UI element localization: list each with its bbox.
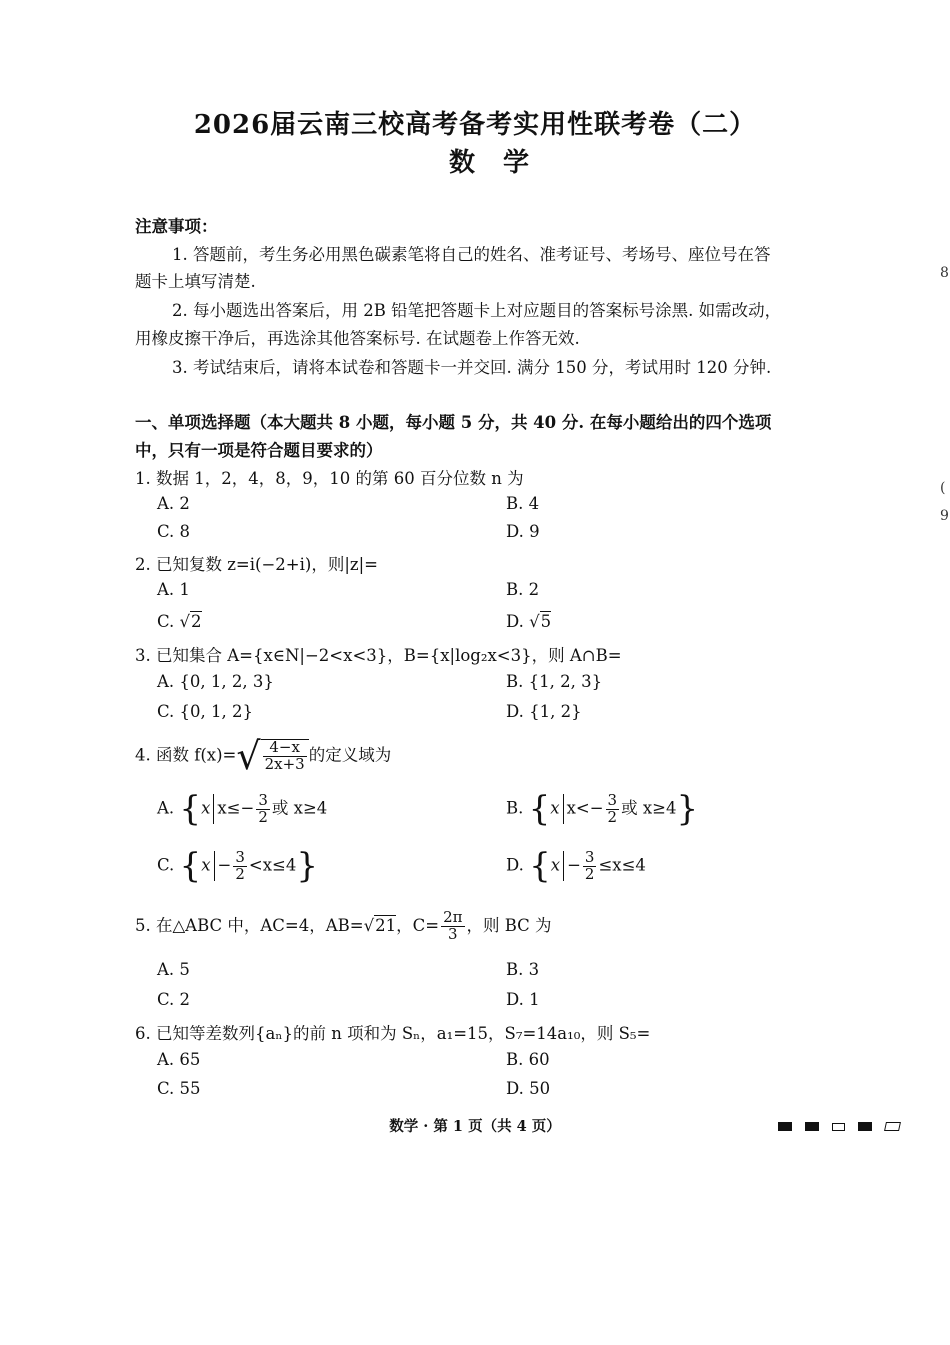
sqrt-sign: √ [236,734,261,778]
section-heading-b: 中，只有一项是符合题目要求的） [135,441,383,460]
q6-option-d: D. 50 [506,1079,551,1098]
section-heading-a: 一、单项选择题（本大题共 8 小题，每小题 5 分，共 40 分. 在每小题给出的四个选项 [135,413,772,432]
q5-option-c: C. 2 [157,990,191,1009]
edge-mark: 8 [940,265,949,281]
q4-option-a: A. {x x≤− $\frac{3}{2}$ 或 x≥4 [157,789,328,829]
notes-heading: 注意事项： [135,217,218,236]
q4-option-b: B. {x x<− $\frac{3}{2}$ 或 x≥4} [506,789,699,829]
q5-option-a: A. 5 [157,960,190,979]
q2-option-a: A. 1 [157,580,190,599]
q3-option-b: B. {1, 2, 3} [506,672,603,691]
q5-stem: 5. 在△ABC 中，AC=4，AB=√21，C= $\frac{2\pi}{3}$ ，则 BC 为 [135,908,552,943]
exam-title: 2026届云南三校高考备考实用性联考卷（二） [193,110,757,140]
q3-stem: 3. 已知集合 A={x∈N|−2<x<3}，B={x|log₂x<3}，则 A∩B= [135,646,622,665]
edge-mark: 9 [940,508,949,524]
note-2-line-a: 2. 每小题选出答案后，用 2B 铅笔把答题卡上对应题目的答案标号涂黑. 如需改动， [172,301,782,320]
q2-option-c-radicand: 2 [191,612,202,631]
q3-option-a: A. {0, 1, 2, 3} [157,672,274,691]
q2-stem: 2. 已知复数 z=i(−2+i)，则|z|= [135,555,378,574]
filled-mark-icon [778,1122,792,1131]
q1-option-a: A. 2 [157,494,190,513]
q2-option-d-radicand: 5 [540,612,552,631]
q1-stem: 1. 数据 1，2，4，8，9，10 的第 60 百分位数 n 为 [135,469,524,488]
q5-fraction: $\frac{2\pi}{3}$ [443,908,463,943]
q3-option-d: D. {1, 2} [506,702,582,721]
q3-option-c: C. {0, 1, 2} [157,702,253,721]
q6-stem: 6. 已知等差数列{aₙ}的前 n 项和为 Sₙ，a₁=15，S₇=14a₁₀，则 S₅= [135,1024,651,1043]
q5-option-d: D. 1 [506,990,540,1009]
q1-option-c: C. 8 [157,522,191,541]
q6-option-c: C. 55 [157,1079,201,1098]
q1-option-b: B. 4 [506,494,540,513]
q6-option-a: A. 65 [157,1050,201,1069]
q2-option-d: D. √5 [506,612,552,631]
registration-marks [778,1116,913,1135]
edge-mark: ( [940,480,946,496]
note-1-line-b: 题卡上填写清楚. [135,272,256,291]
q4-option-d: D. {x − $\frac{3}{2}$ ≤x≤4 [506,846,646,886]
q1-option-d: D. 9 [506,522,540,541]
hollow-mark-icon [884,1122,901,1131]
hollow-mark-icon [832,1123,845,1131]
q4-stem: 4. 函数 f(x)=√ $\frac{4-x}{2x+3}$ 的定义域为 [135,734,392,778]
q6-option-b: B. 60 [506,1050,550,1069]
q4-option-c: C. {x − $\frac{3}{2}$ <x≤4} [157,846,318,886]
note-3: 3. 考试结束后，请将本试卷和答题卡一并交回. 满分 150 分，考试用时 120 分钟. [172,358,772,377]
q4-fraction: $\frac{4-x}{2x+3}$ [264,738,305,773]
q2-option-c: C. √2 [157,612,202,631]
q5-option-b: B. 3 [506,960,540,979]
filled-mark-icon [805,1122,819,1131]
subject-title: 数学 [448,148,557,178]
page-footer: 数学 · 第 1 页（共 4 页） [389,1118,561,1135]
q2-option-b: B. 2 [506,580,540,599]
note-2-line-b: 用橡皮擦干净后，再选涂其他答案标号. 在试题卷上作答无效. [135,329,580,348]
filled-mark-icon [858,1122,872,1131]
note-1-line-a: 1. 答题前，考生务必用黑色碳素笔将自己的姓名、准考证号、考场号、座位号在答 [172,245,771,264]
